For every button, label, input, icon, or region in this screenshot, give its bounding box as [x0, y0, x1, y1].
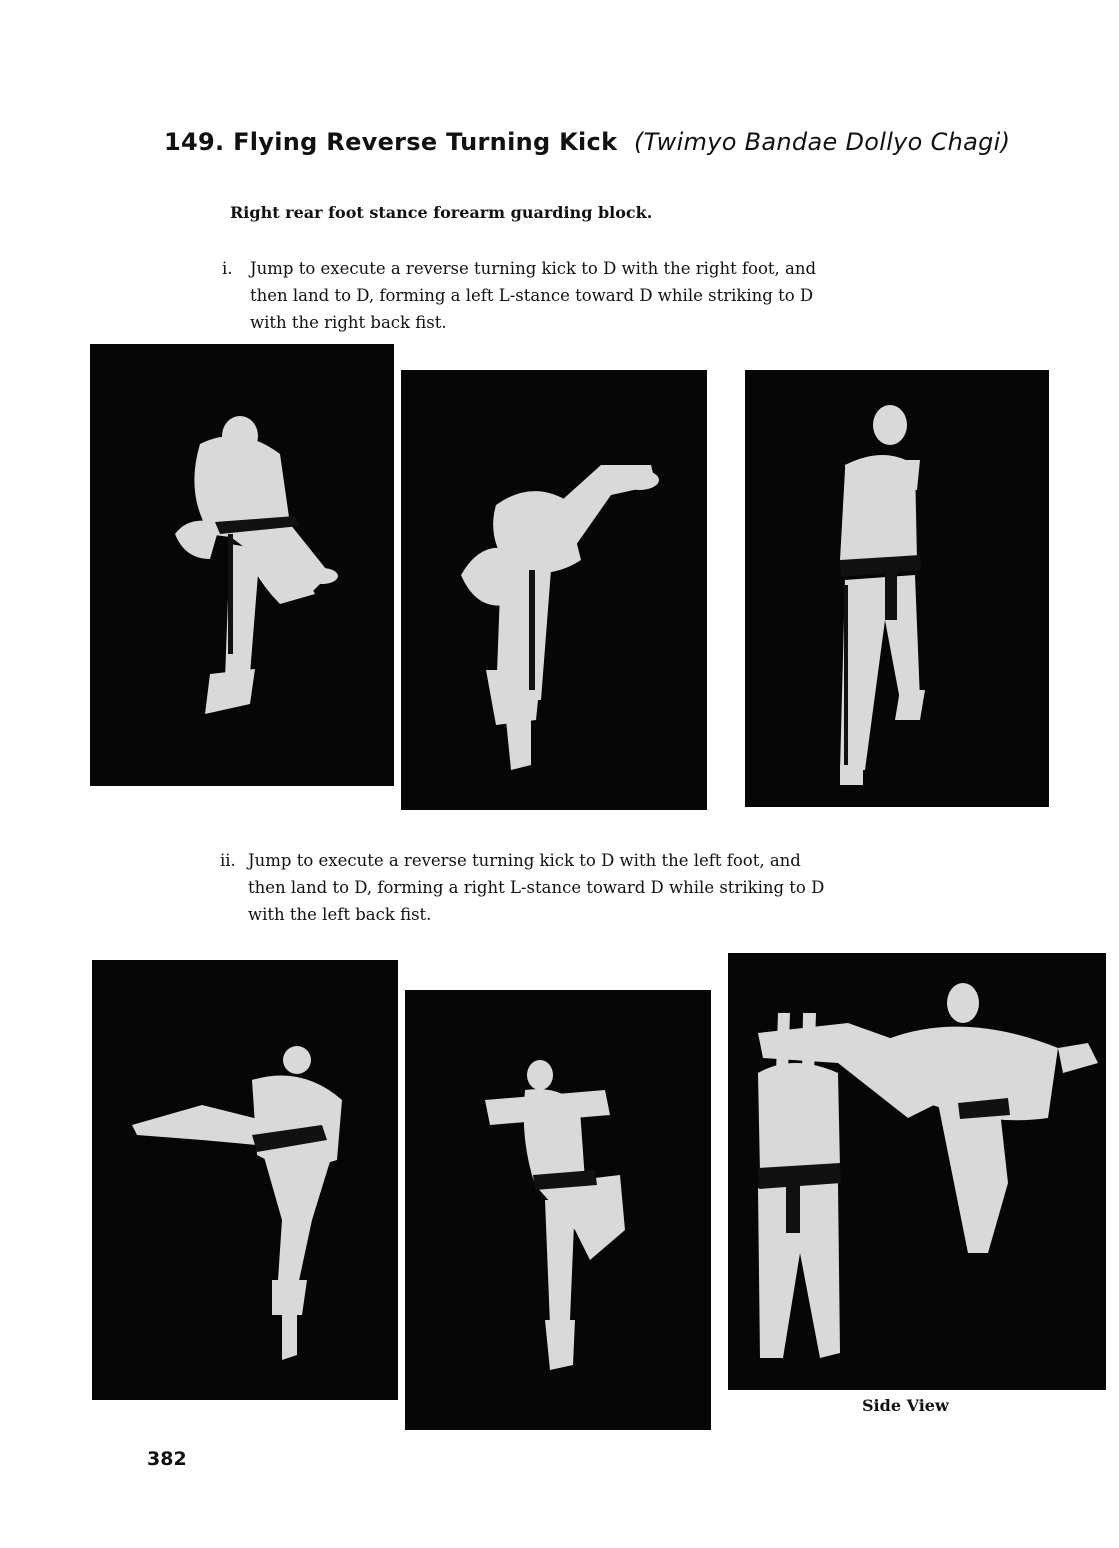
section-number: 149. [164, 128, 225, 156]
step-text [248, 847, 824, 928]
photo-caption: Side View [862, 1396, 949, 1415]
photo-step-2-side-view [728, 953, 1106, 1390]
martial-artist-figure [401, 370, 707, 810]
photo-step-1-jump [90, 344, 394, 786]
step-marker: ii. [220, 851, 236, 870]
two-martial-artists-figure [728, 953, 1106, 1390]
martial-artist-figure [745, 370, 1049, 807]
step-line: then land to D, forming a right L-stance toward D while striking to D [248, 878, 825, 897]
step-line: then land to D, forming a left L-stance toward D while striking to D [250, 286, 814, 305]
martial-artist-figure [90, 344, 394, 786]
page-title [164, 128, 1064, 156]
photo-step-2-jump [92, 960, 398, 1400]
step-1 [222, 255, 1002, 345]
step-line: with the left back fist. [248, 905, 432, 924]
step-line: with the right back fist. [250, 313, 447, 332]
technique-name-korean: (Twimyo Bandae Dollyo Chagi) [633, 128, 1011, 156]
step-line: Jump to execute a reverse turning kick to D with the left foot, and [248, 851, 801, 870]
martial-artist-figure [92, 960, 398, 1400]
photo-step-1-back-fist [745, 370, 1049, 807]
step-line: Jump to execute a reverse turning kick to D with the right foot, and [250, 259, 817, 278]
photo-step-1-kick [401, 370, 707, 810]
page-number: 382 [147, 1448, 187, 1470]
step-2 [220, 847, 1010, 937]
photo-step-2-kick [405, 990, 711, 1430]
technique-name-english: Flying Reverse Turning Kick [233, 128, 618, 156]
martial-artist-figure [405, 990, 711, 1430]
step-text [250, 255, 816, 336]
start-position: Right rear foot stance forearm guarding block. [230, 203, 653, 222]
step-marker: i. [222, 259, 233, 278]
